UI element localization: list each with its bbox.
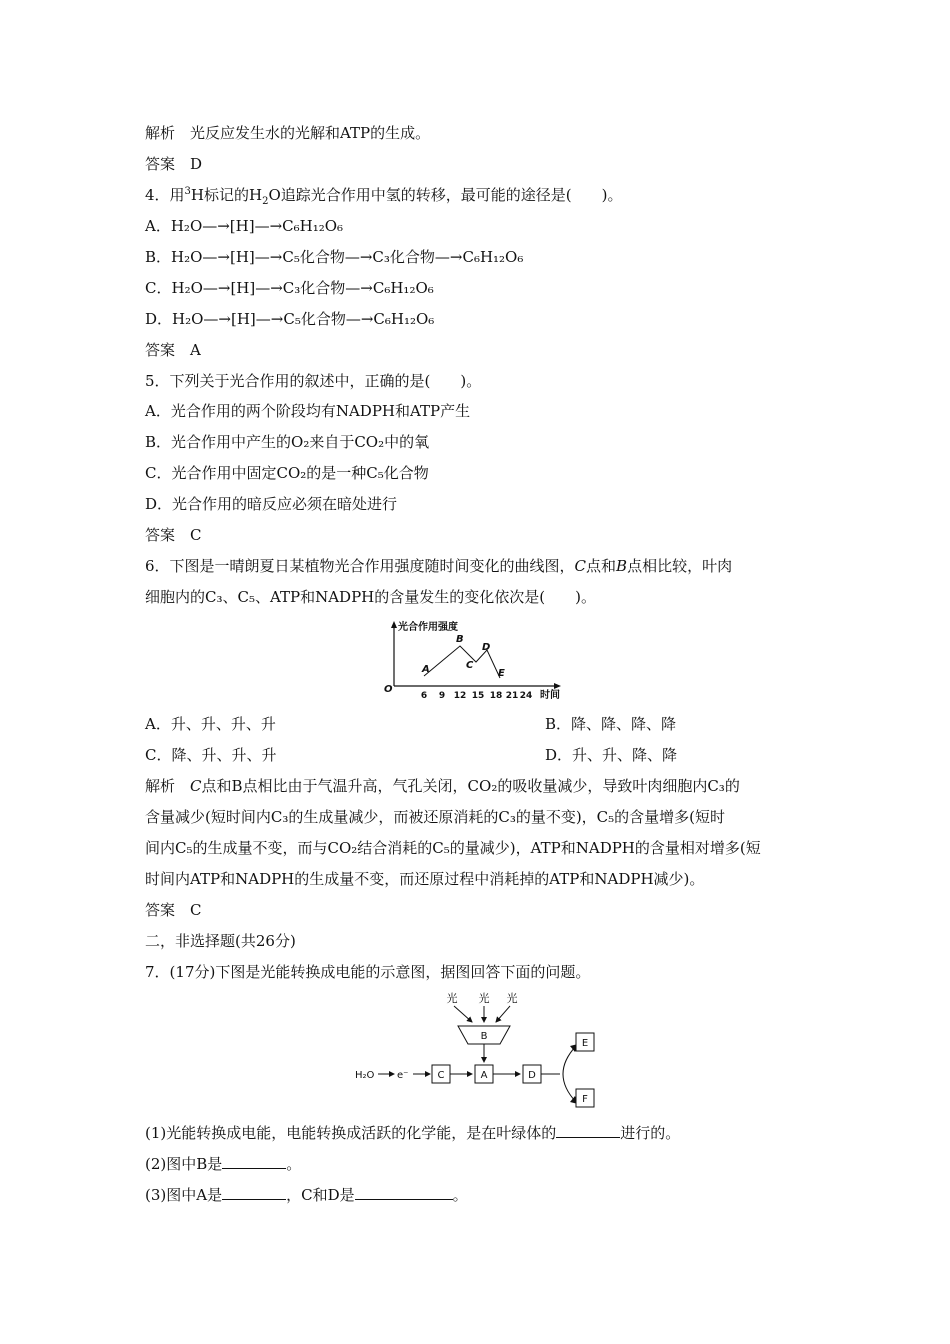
q7-sub3-text: (3)图中A是 (145, 1186, 223, 1204)
q3-analysis (145, 123, 430, 143)
q7-sub2 (145, 1154, 301, 1174)
q6-analysis-line1 (145, 776, 740, 796)
q5-option-c: C．光合作用中固定CO₂的是一种C₅化合物 (145, 464, 429, 482)
q6-stem-italic: B (616, 557, 628, 575)
answer-label: 答案 (145, 526, 176, 544)
q7-sub1 (145, 1123, 680, 1143)
answer-value: C (190, 526, 202, 544)
q5-answer (145, 525, 202, 545)
q6-answer (145, 900, 202, 920)
q7-sub3 (145, 1185, 468, 1205)
option-text: H₂O—→[H]—→C₅化合物—→C₃化合物—→C₆H₁₂O₆ (171, 248, 524, 266)
q4-stem-part: H标记的H (190, 186, 263, 204)
tick-label: 18 (489, 691, 503, 701)
answer-blank[interactable] (222, 1185, 286, 1200)
q7-sub1-text: (1)光能转换成电能，电能转换成活跃的化学能，是在叶绿体的 (145, 1124, 557, 1142)
answer-label: 答案 (145, 155, 176, 173)
point-label-c: C (466, 660, 474, 671)
subscript: 2 (262, 196, 269, 207)
analysis-text: 点和B点相比由于气温升高，气孔关闭，CO₂的吸收量减少，导致叶肉细胞内C₃的 (201, 777, 740, 795)
box-f-label: F (582, 1094, 588, 1105)
tick-label: 21 (505, 691, 519, 701)
answer-blank[interactable] (222, 1154, 286, 1169)
analysis-italic: C (190, 777, 202, 795)
answer-blank[interactable] (355, 1185, 453, 1200)
x-axis-label: 时间 (540, 690, 560, 701)
q4-option-b (145, 247, 523, 267)
q6-analysis-line4: 时间内ATP和NADPH的生成量不变，而还原过程中消耗掉的ATP和NADPH减少)。 (145, 870, 705, 888)
analysis-label: 解析 (145, 124, 176, 142)
box-a-label: A (480, 1070, 488, 1081)
q6-stem-line2: 细胞内的C₃、C₅、ATP和NADPH的含量发生的变化依次是( )。 (145, 588, 596, 606)
q3-answer (145, 154, 202, 174)
option-label: D． (145, 310, 173, 328)
option-label: C． (145, 279, 172, 297)
point-label-b: B (456, 634, 464, 645)
analysis-label: 解析 (145, 777, 176, 795)
box-b-label: B (480, 1031, 488, 1042)
q7-sub2-text: 。 (286, 1155, 302, 1173)
answer-value: D (190, 155, 203, 173)
q6-option-c: C．降、升、升、升 (145, 746, 277, 764)
answer-blank[interactable] (556, 1123, 620, 1138)
q6-stem-italic: C (574, 557, 587, 575)
q5-stem: 5．下列关于光合作用的叙述中，正确的是( )。 (145, 372, 482, 390)
q4-stem (145, 185, 622, 205)
q7-sub1-text: 进行的。 (620, 1124, 681, 1142)
superscript: 3 (184, 186, 191, 197)
q4-option-c (145, 278, 434, 298)
y-axis-label: 光合作用强度 (398, 622, 458, 633)
x-axis-arrow (554, 683, 561, 689)
q4-answer (145, 340, 201, 360)
option-label: A． (145, 217, 171, 235)
q6-option-d: D．升、升、降、降 (545, 746, 678, 764)
point-label-e: E (498, 668, 505, 679)
q7-sub2-text: (2)图中B是 (145, 1155, 223, 1173)
h2o-label: H₂O (355, 1070, 375, 1081)
point-label-d: D (482, 642, 491, 653)
tick-label: 12 (453, 691, 467, 701)
q4-stem-part: O追踪光合作用中氢的转移，最可能的途径是( )。 (268, 186, 623, 204)
q5-option-d: D．光合作用的暗反应必须在暗处进行 (145, 495, 398, 513)
q7-sub3-text: ，C和D是 (286, 1186, 355, 1204)
q6-stem-part: 点和 (586, 557, 617, 575)
box-e-label: E (581, 1038, 589, 1049)
light-label: 光 (506, 992, 518, 1005)
q6-stem-part: 点相比较，叶肉 (627, 557, 733, 575)
q6-stem-line1 (145, 556, 732, 576)
light-label: 光 (478, 992, 490, 1005)
option-text: H₂O—→[H]—→C₆H₁₂O₆ (170, 217, 344, 235)
answer-value: A (190, 341, 201, 359)
option-text: H₂O—→[H]—→C₃化合物—→C₆H₁₂O₆ (171, 279, 434, 297)
q6-option-a: A．升、升、升、升 (145, 715, 276, 733)
q5-option-b: B．光合作用中产生的O₂来自于CO₂中的氧 (145, 433, 430, 451)
light-arrow (496, 1006, 510, 1022)
q5-option-a: A．光合作用的两个阶段均有NADPH和ATP产生 (145, 402, 471, 420)
tick-label: 15 (471, 691, 485, 701)
answer-value: C (190, 901, 202, 919)
electron-label: e⁻ (397, 1070, 409, 1081)
section-heading: 二，非选择题(共26分) (145, 932, 296, 950)
q7-stem: 7．(17分)下图是光能转换成电能的示意图，据图回答下面的问题。 (145, 963, 591, 981)
analysis-text: 光反应发生水的光解和ATP的生成。 (190, 124, 431, 142)
point-label-a: A (422, 664, 430, 675)
tick-label: 24 (519, 691, 533, 701)
box-d-label: D (528, 1070, 536, 1081)
answer-label: 答案 (145, 341, 176, 359)
tick-label: 6 (420, 691, 428, 701)
light-arrow (454, 1006, 472, 1022)
q7-sub3-text: 。 (452, 1186, 468, 1204)
y-axis-arrow (391, 621, 397, 628)
origin-label: O (384, 684, 393, 695)
tick-label: 9 (438, 691, 446, 701)
option-label: B． (145, 248, 172, 266)
branch-curve (563, 1046, 576, 1102)
q6-stem-part: 6．下图是一晴朗夏日某植物光合作用强度随时间变化的曲线图， (145, 557, 575, 575)
box-c-label: C (437, 1070, 445, 1081)
q6-analysis-line2: 含量减少(短时间内C₃的生成量减少，而被还原消耗的C₃的量不变)，C₅的含量增多(短时 (145, 808, 726, 826)
q4-option-d (145, 309, 434, 329)
q4-stem-part: 4．用 (145, 186, 185, 204)
q6-option-b: B．降、降、降、降 (545, 715, 677, 733)
q4-option-a (145, 216, 343, 236)
q6-analysis-line3: 间内C₅的生成量不变，而与CO₂结合消耗的C₅的量减少)，ATP和NADPH的含量相对增多(短 (145, 839, 761, 857)
answer-label: 答案 (145, 901, 176, 919)
q7-light-conversion-diagram (350, 988, 610, 1114)
option-text: H₂O—→[H]—→C₅化合物—→C₆H₁₂O₆ (172, 310, 435, 328)
q6-curve-figure (380, 618, 570, 702)
light-label: 光 (446, 992, 458, 1005)
